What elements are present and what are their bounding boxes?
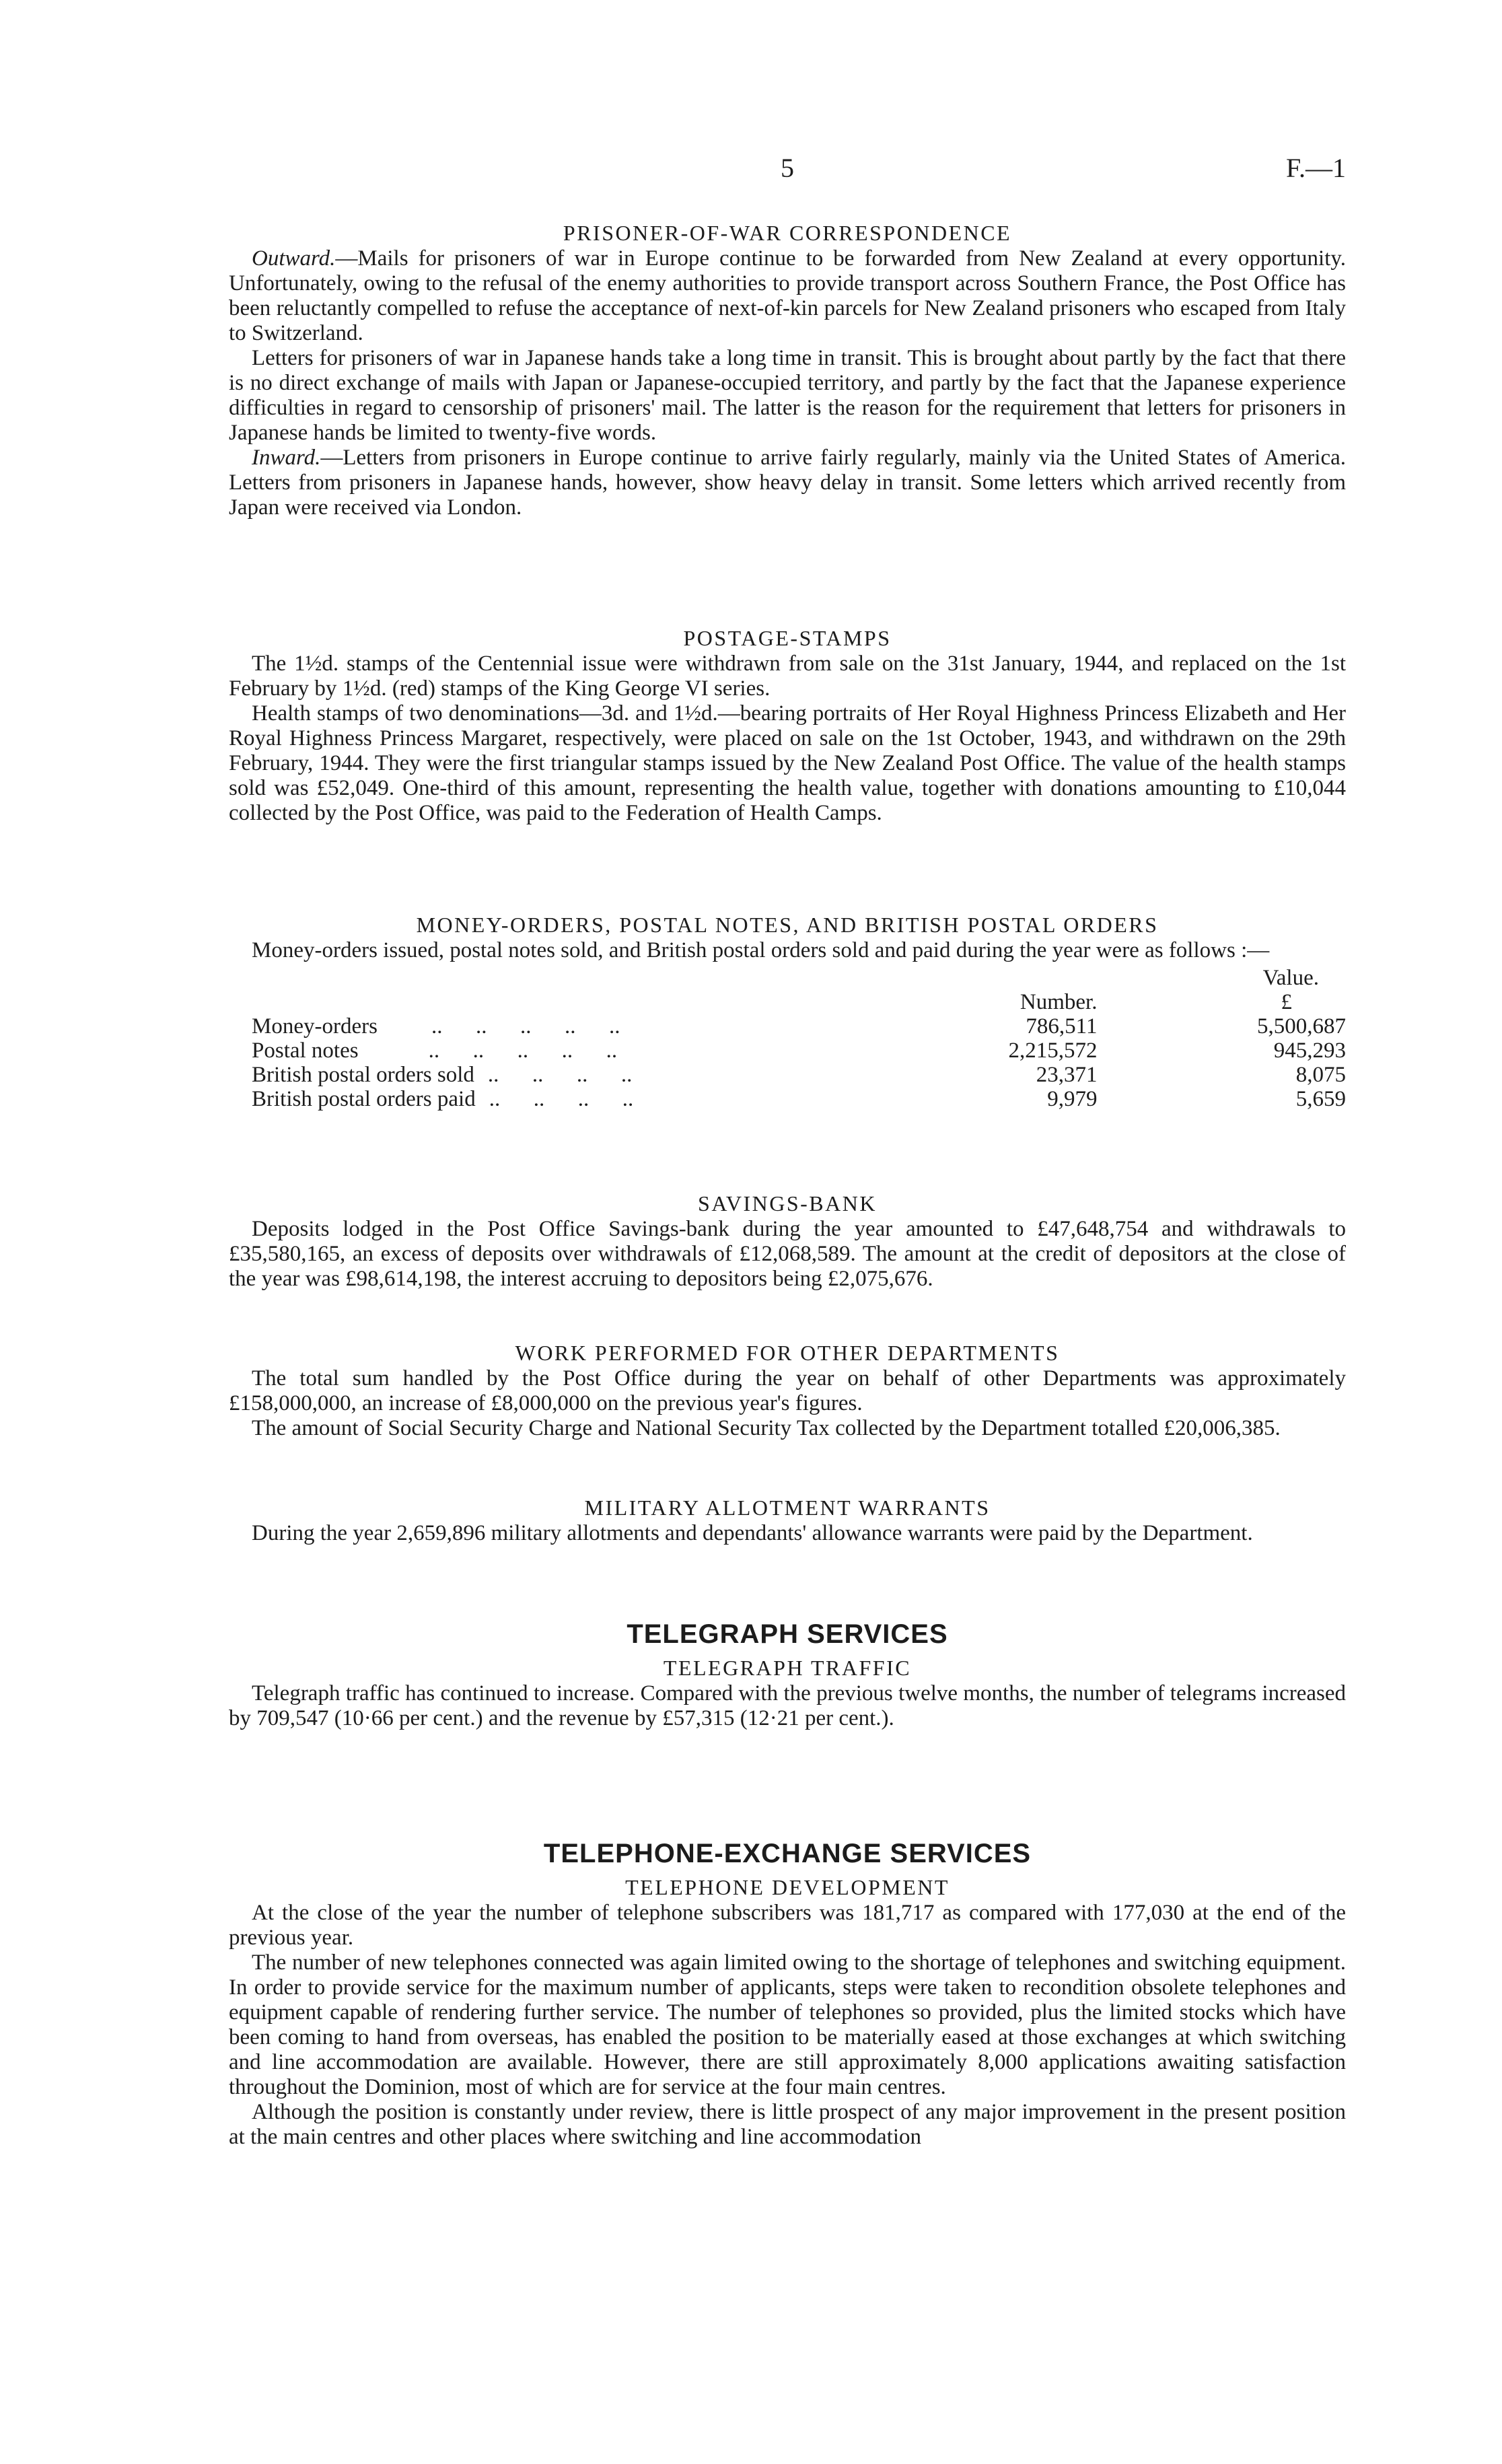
section-work	[229, 1339, 1346, 1441]
row-value: 8,075	[1295, 1063, 1346, 1087]
row-label: Money-orders	[252, 1014, 378, 1039]
money-orders-table	[229, 966, 1346, 1111]
table-row	[229, 1039, 1346, 1063]
heading-telegraph-services: TELEGRAPH SERVICES	[627, 1619, 948, 1649]
label-inward: Inward.	[252, 446, 321, 470]
row-value: 945,293	[1273, 1039, 1346, 1063]
row-value: 5,659	[1295, 1087, 1346, 1111]
row-label: British postal orders paid	[252, 1087, 476, 1111]
label-outward: Outward.	[252, 246, 336, 271]
para-money-orders-intro: Money-orders issued, postal notes sold, and British postal orders sold and paid during the year were as follows :—	[252, 938, 1270, 962]
row-leader: .. .. .. .. ..	[428, 1039, 618, 1063]
para-stamps-2: Health stamps of two denominations—3d. and 1½d.—bearing portraits of Her Royal Highness Princess Elizabeth and Her Royal Highness Princess Margaret, respectively, were placed on sale on the 1st October, 1943, and withdrawn on the 29th February, 1944. They were the first triangular stamps issued by the New Zealand Post Office. The value of the health stamps sold was £52,049. One-third of this amount, representing the health value, together with donations amounting to £10,044 collected by the Post Office, was paid to the Federation of Health Camps.	[229, 701, 1346, 825]
row-label: Postal notes	[252, 1039, 359, 1063]
text-outward: —Mails for prisoners of war in Europe continue to be forwarded from New Zealand at every opportunity. Unfortunately, owing to the refusal of the enemy authorities to provide transport across Southern France, the Post Office has been reluctantly compelled to refuse the acceptance of next-of-kin parcels for New Zealand prisoners who escaped from Italy to Switzerland.	[229, 246, 1346, 345]
row-value: 5,500,687	[1257, 1014, 1346, 1039]
para-pow-inward	[229, 446, 1346, 520]
heading-money-orders: MONEY-ORDERS, POSTAL NOTES, AND BRITISH POSTAL ORDERS	[416, 913, 1159, 937]
row-leader: .. .. .. ..	[487, 1063, 633, 1087]
para-stamps-1: The 1½d. stamps of the Centennial issue were withdrawn from sale on the 31st January, 1944, and replaced on the 1st February by 1½d. (red) stamps of the King George VI series.	[229, 652, 1346, 701]
page-number: 5	[781, 153, 794, 183]
section-telephone	[229, 1837, 1346, 2150]
section-military	[229, 1494, 1346, 1546]
heading-telephone-development: TELEPHONE DEVELOPMENT	[625, 1875, 950, 1899]
para-telephone-1: At the close of the year the number of telephone subscribers was 181,717 as compared with 177,030 at the end of the previous year.	[229, 1901, 1346, 1950]
heading-pow: PRISONER-OF-WAR CORRESPONDENCE	[563, 221, 1012, 245]
heading-stamps: POSTAGE-STAMPS	[683, 626, 892, 650]
heading-telegraph-traffic: TELEGRAPH TRAFFIC	[663, 1656, 912, 1680]
table-row	[229, 1063, 1346, 1087]
row-leader: .. .. .. ..	[489, 1087, 634, 1111]
para-telephone-3: Although the position is constantly under review, there is little prospect of any major improvement in the present position at the main centres and other places where switching and line accommodation	[229, 2100, 1346, 2149]
heading-work: WORK PERFORMED FOR OTHER DEPARTMENTS	[515, 1341, 1060, 1365]
heading-military: MILITARY ALLOTMENT WARRANTS	[584, 1495, 991, 1520]
row-label: British postal orders sold	[252, 1063, 474, 1087]
heading-telephone-services: TELEPHONE-EXCHANGE SERVICES	[543, 1839, 1032, 1868]
section-telegraph	[229, 1618, 1346, 1731]
row-leader: .. .. .. .. ..	[431, 1014, 620, 1039]
heading-savings: SAVINGS-BANK	[698, 1191, 877, 1216]
para-telephone-2: The number of new telephones connected was again limited owing to the shortage of telephones and switching equipment. In order to provide service for the maximum number of applicants, steps were taken to recondition obsolete telephones and equipment capable of rendering further service. The number of telephones so provided, plus the limited stocks which have been coming to hand from overseas, has enabled the position to be materially eased at those exchanges at which switching and line accommodation are available. However, there are still approximately 8,000 applications awaiting satisfaction throughout the Dominion, most of which are for service at the four main centres.	[229, 1950, 1346, 2099]
document-reference: F.—1	[1285, 153, 1346, 183]
para-savings: Deposits lodged in the Post Office Savings-bank during the year amounted to £47,648,754 and withdrawals to £35,580,165, an excess of deposits over withdrawals of £12,068,589. The amount at the credit of depositors at the close of the year was £98,614,198, the interest accruing to depositors being £2,075,676.	[229, 1217, 1346, 1291]
para-pow-outward	[229, 246, 1346, 346]
row-number: 23,371	[1036, 1063, 1098, 1087]
para-telegraph: Telegraph traffic has continued to increase. Compared with the previous twelve months, the number of telegrams increased by 709,547 (10·66 per cent.) and the revenue by £57,315 (12·21 per cent.).	[229, 1681, 1346, 1730]
para-military: During the year 2,659,896 military allotments and dependants' allowance warrants were paid by the Department.	[252, 1521, 1253, 1545]
para-pow-2: Letters for prisoners of war in Japanese hands take a long time in transit. This is brought about partly by the fact that there is no direct exchange of mails with Japan or Japanese-occupied territory, and partly by the fact that the Japanese experience difficulties in regard to censorship of prisoners' mail. The latter is the reason for the requirement that letters for prisoners in Japanese hands be limited to twenty-five words.	[229, 346, 1346, 445]
section-money-orders	[229, 911, 1346, 1111]
section-stamps	[229, 625, 1346, 826]
para-work-2: The amount of Social Security Charge and National Security Tax collected by the Department totalled £20,006,385.	[252, 1416, 1281, 1440]
col-header-value: Value.	[1262, 966, 1319, 990]
text-inward: —Letters from prisoners in Europe continue to arrive fairly regularly, mainly via the United States of America. Letters from prisoners in Japanese hands, however, show heavy delay in transit. Some letters which arrived recently from Japan were received via London.	[229, 446, 1346, 520]
row-number: 9,979	[1047, 1087, 1098, 1111]
page-header	[229, 152, 1346, 192]
table-row	[229, 1087, 1346, 1111]
row-number: 786,511	[1026, 1014, 1098, 1039]
section-pow	[229, 219, 1346, 520]
table-row	[229, 1014, 1346, 1039]
row-number: 2,215,572	[1008, 1039, 1098, 1063]
col-header-value-unit: £	[1281, 990, 1292, 1014]
col-header-number: Number.	[1020, 990, 1098, 1014]
section-savings	[229, 1190, 1346, 1292]
para-work-1: The total sum handled by the Post Office during the year on behalf of other Departments was approximately £158,000,000, an increase of £8,000,000 on the previous year's figures.	[229, 1366, 1346, 1415]
